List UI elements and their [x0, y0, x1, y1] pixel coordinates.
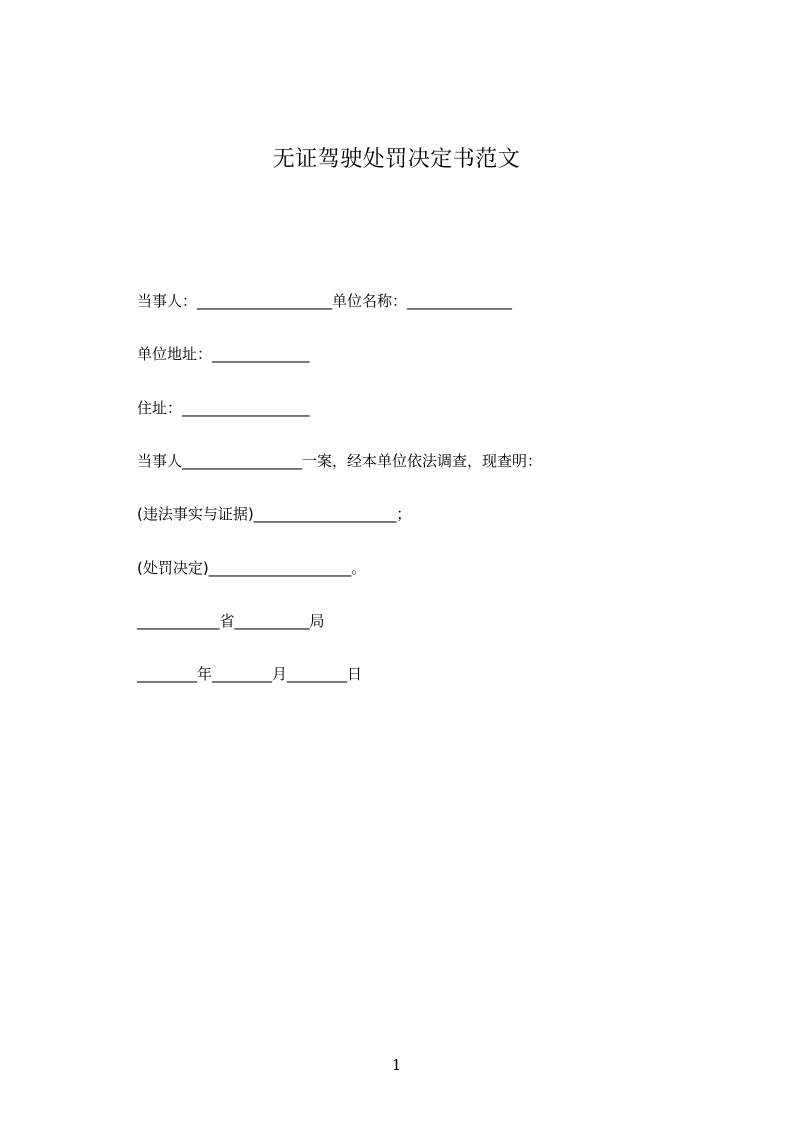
document-title: 无证驾驶处罚决定书范文	[272, 147, 521, 172]
penalty-decision-line: (处罚决定)___________________。	[137, 559, 367, 577]
date-line: ________年________月________日	[137, 665, 363, 683]
residence-address-line: 住址：_________________	[137, 399, 310, 417]
violation-facts-line: (违法事实与证据)___________________；	[137, 505, 412, 523]
case-investigation-line: 当事人________________一案，经本单位依法调查，现查明：	[137, 452, 543, 470]
unit-address-line: 单位地址：_____________	[137, 345, 310, 363]
page-number: 1	[391, 1056, 402, 1074]
issuing-bureau-line: ___________省__________局	[137, 612, 325, 630]
party-and-unit-name-line: 当事人：__________________单位名称：______________	[137, 292, 513, 310]
